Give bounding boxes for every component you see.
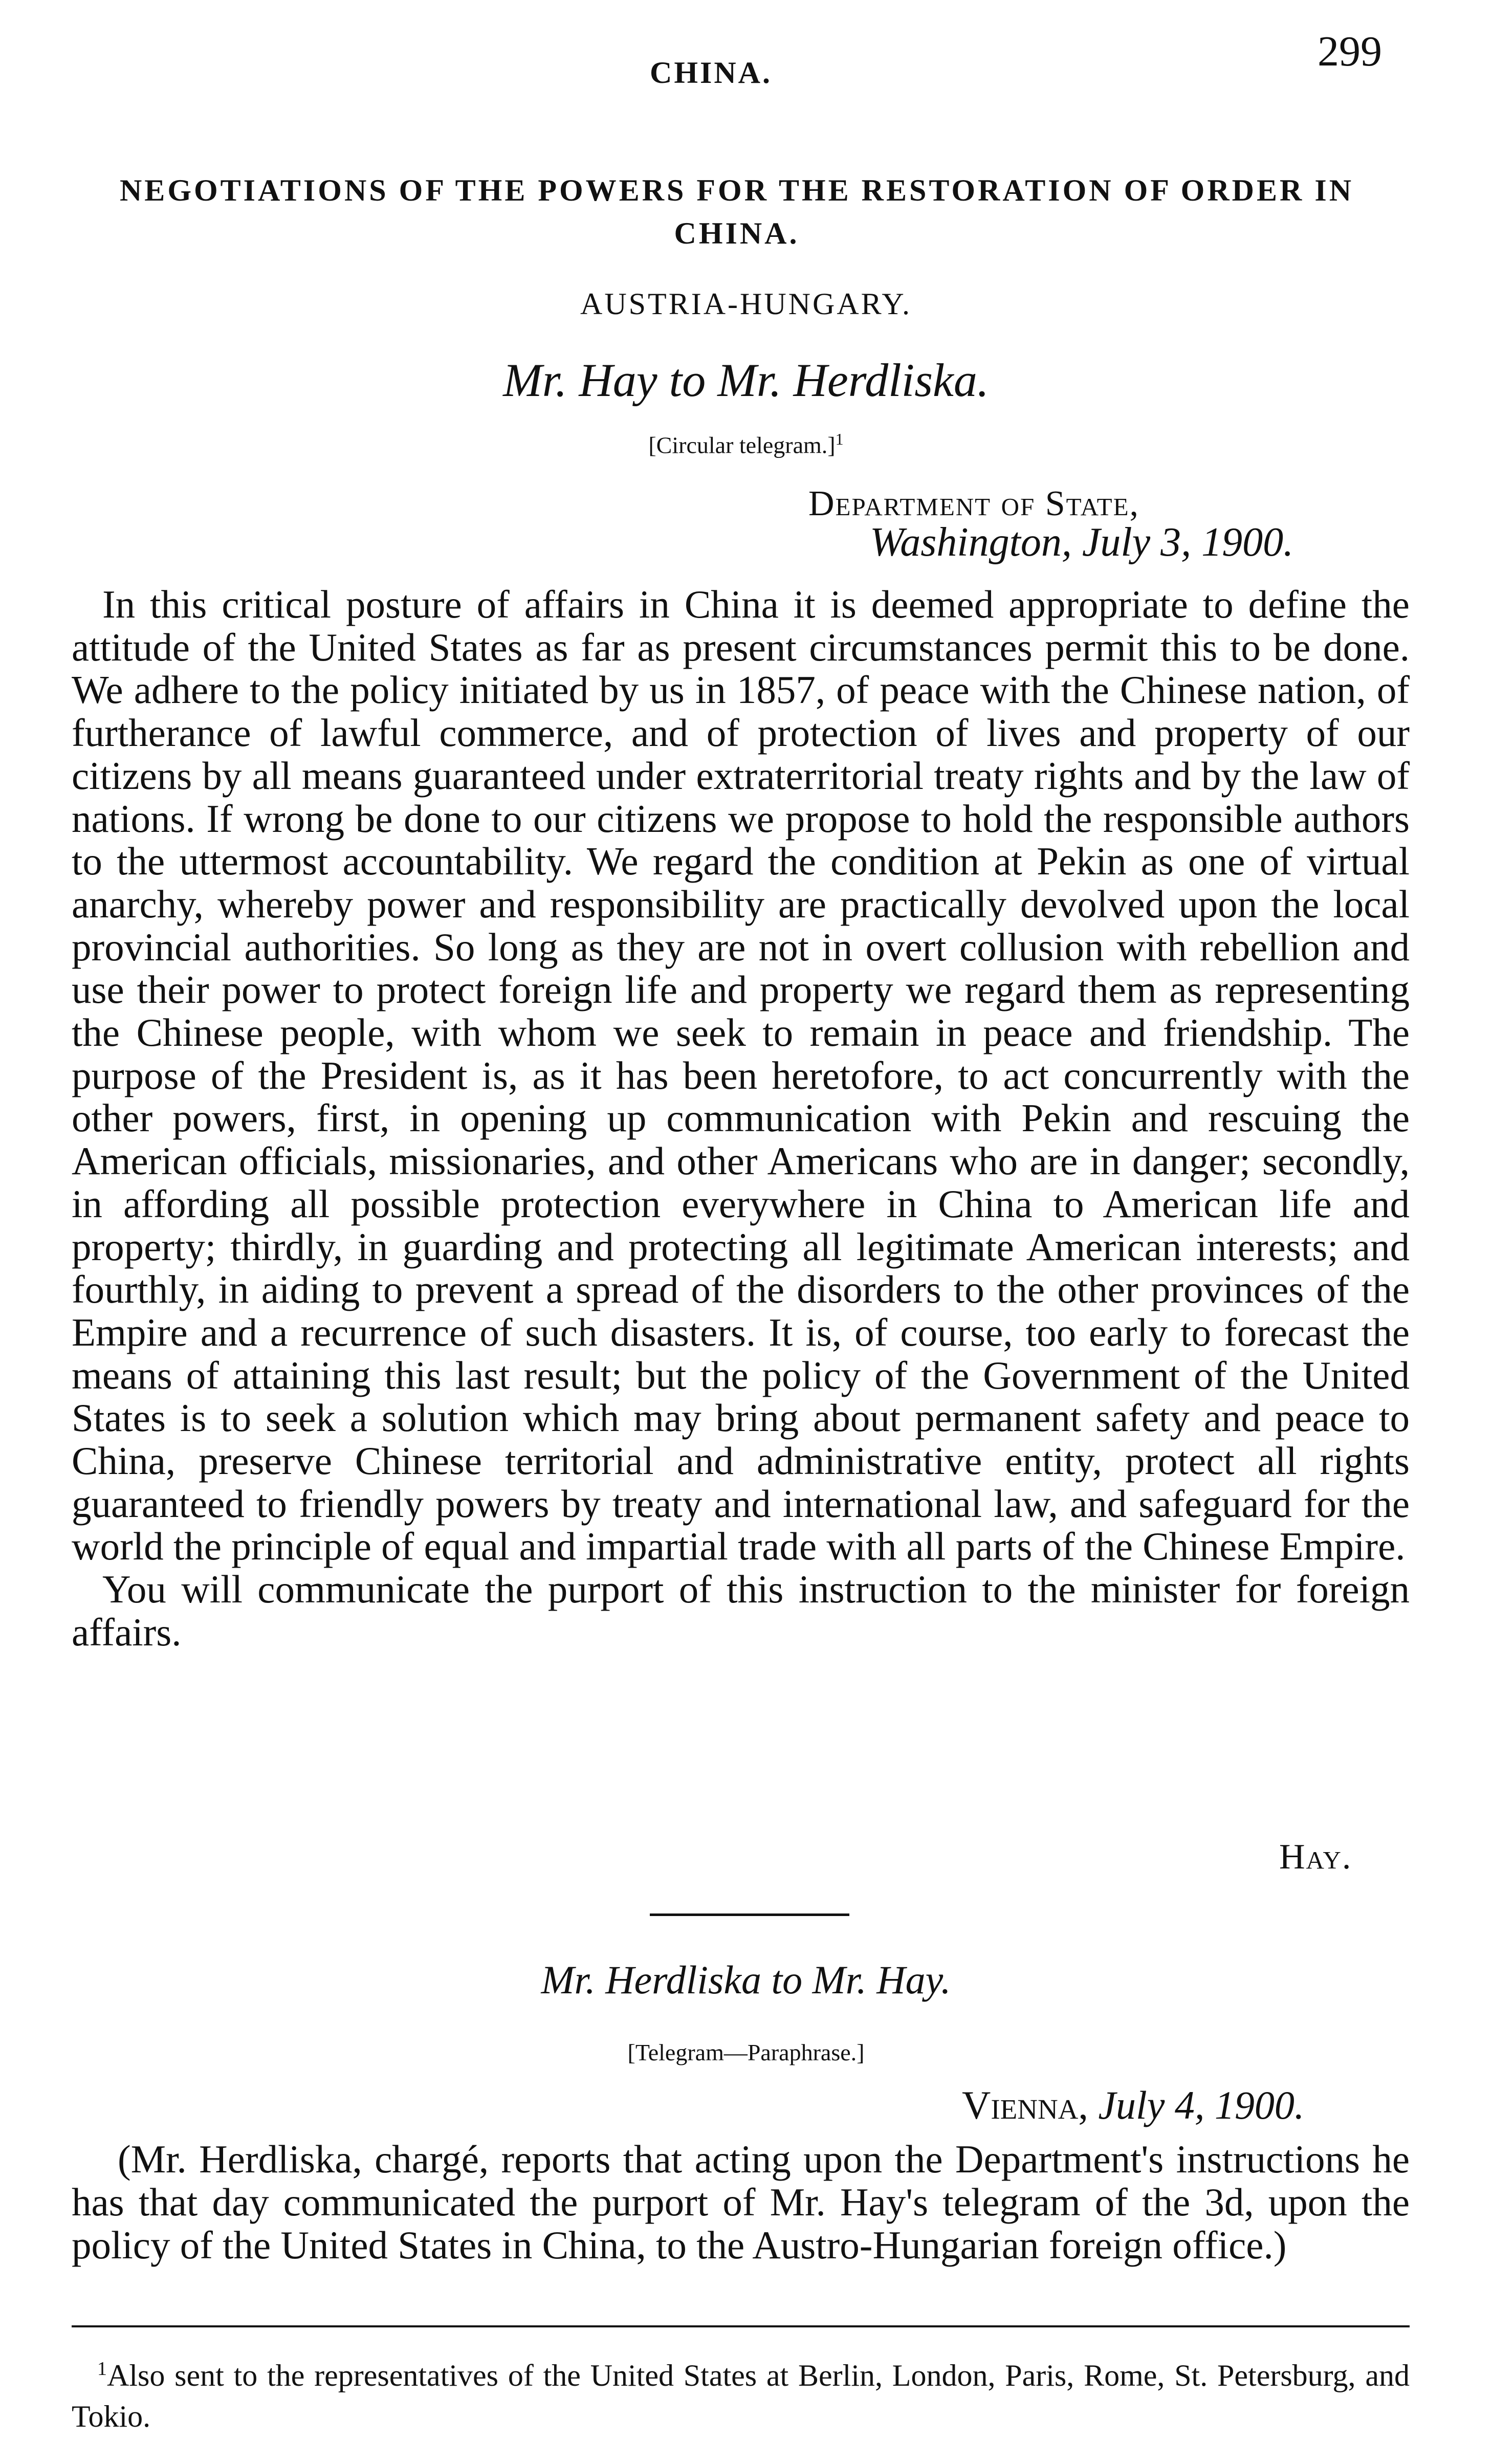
footnote-reference: 1 <box>835 430 844 448</box>
letter1-department: Department of State, <box>808 484 1140 523</box>
page-number: 299 <box>1318 28 1382 75</box>
document-title: NEGOTIATIONS OF THE POWERS FOR THE RESTORATION OF ORDER IN CHINA. <box>119 173 1354 250</box>
letter2-body: (Mr. Herdliska, chargé, reports that acting upon the Department's instructions he has that day communicated the purport of Mr. Hay's telegram of the 3d, upon the policy of the United States in China, to the Austro-Hungarian foreign office.) <box>72 2137 1410 2267</box>
section-heading: AUSTRIA-HUNGARY. <box>580 287 912 321</box>
letter2-place: Vienna, <box>962 2083 1088 2127</box>
letter1-paragraph: In this critical posture of affairs in China it is deemed appropriate to define the attitude of the United States as far as present circumstances permit this to be done. We adhere to the policy initiated by us in 1857, of peace with the Chinese nation, of furtherance of lawful commerce, and of protection of lives and property of our citizens by all means guaranteed under extraterritorial treaty rights and by the law of nations. If wrong be done to our citizens we propose to hold the responsible authors to the uttermost accountability. We regard the condition at Pekin as one of virtual anarchy, whereby power and responsibility are practically devolved upon the local provincial authorities. So long as they are not in overt collusion with rebellion and use their power to protect foreign life and property we regard them as representing the Chinese people, with whom we seek to remain in peace and friendship. The purpose of the President is, as it has been heretofore, to act concurrently with the other powers, first, in opening up communication with Pekin and rescuing the American officials, missionaries, and other Americans who are in danger; secondly, in affording all possible protection everywhere in China to American life and property; thirdly, in guarding and protecting all legitimate American interests; and fourthly, in aiding to prevent a spread of the disorders to the other provinces of the Empire and a recurrence of such disasters. It is, of course, too early to forecast the means of attaining this last result; but the policy of the Government of the United States is to seek a solution which may bring about permanent safety and peace to China, preserve Chinese territorial and administrative entity, protect all rights guaranteed to friendly powers by treaty and international law, and safeguard for the world the principle of equal and impartial trade with all parts of the Chinese Empire. <box>72 582 1410 1569</box>
letter2-note: [Telegram—Paraphrase.] <box>627 2039 865 2065</box>
letter1-note <box>0 430 1492 458</box>
letter1-paragraph: You will communicate the purport of this instruction to the minister for foreign affairs. <box>72 1567 1410 1654</box>
footnote <box>72 2348 1410 2437</box>
letter2-date: July 4, 1900. <box>1098 2083 1305 2127</box>
letter1-place-date: Washington, July 3, 1900. <box>870 520 1294 565</box>
footnote-rule <box>72 2325 1410 2327</box>
letter1-signature: Hay. <box>1279 1837 1352 1877</box>
running-head: CHINA. <box>650 56 773 90</box>
footnote-text: Also sent to the representatives of the United States at Berlin, London, Paris, Rome, St. Petersburg, and Tokio. <box>72 2359 1410 2433</box>
footnote-marker: 1 <box>97 2358 107 2380</box>
letter1-note-text: [Circular telegram.] <box>648 432 836 458</box>
letter1-body <box>72 583 1410 1654</box>
letter1-heading: Mr. Hay to Mr. Herdliska. <box>503 354 989 406</box>
section-divider <box>650 1913 849 1916</box>
letter2-place-date <box>962 2082 1304 2128</box>
letter2-heading: Mr. Herdliska to Mr. Hay. <box>541 1957 951 2002</box>
